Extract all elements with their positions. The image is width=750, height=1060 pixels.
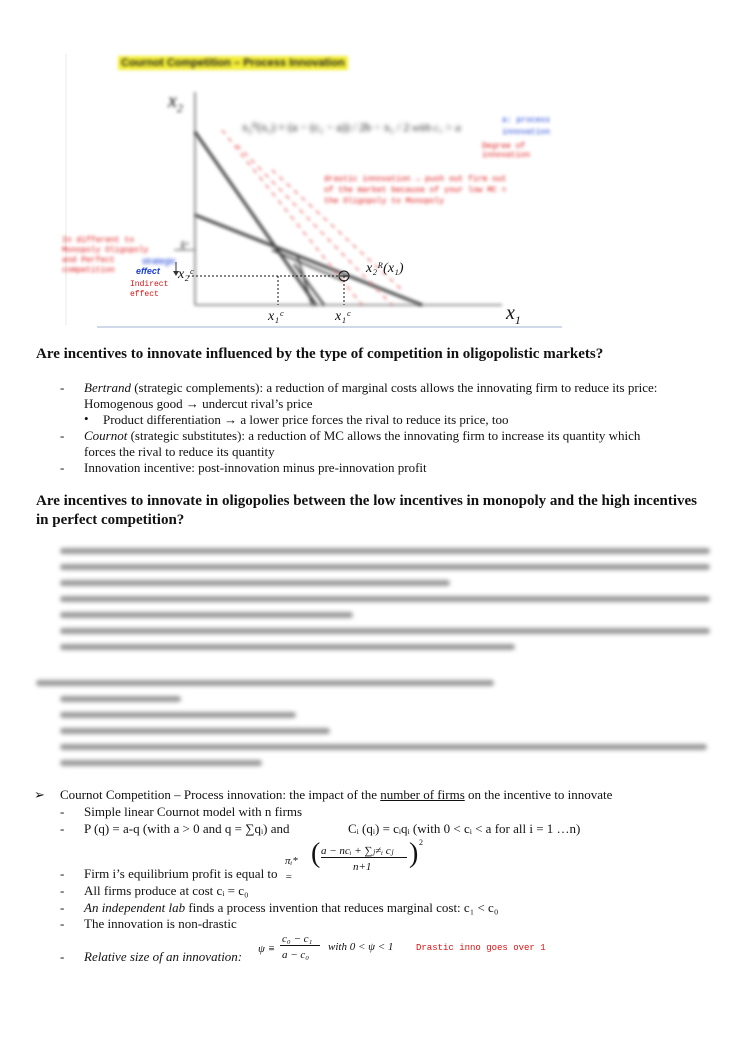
dash: - xyxy=(60,380,65,395)
dash: - xyxy=(60,804,65,819)
indirect-effect-label: effect xyxy=(130,290,159,299)
dash: - xyxy=(60,821,65,836)
red-note-degree: Degree of innovation xyxy=(482,142,531,160)
lab-item: An independent lab finds a process invention that reduces marginal cost: c₁ < c₀ xyxy=(84,900,499,915)
effect-label: effect xyxy=(136,266,160,276)
x2c-label: x₂ᶜ xyxy=(178,267,193,282)
x1c-label-b: x₁ᶜ xyxy=(335,309,350,324)
shifted-curves xyxy=(222,130,402,305)
section3: ➢ Cournot Competition – Process innovation: the impact of the number of firms on the incentive to innovate - Simple linear Cournot model with n firms - P (q) = a-q (with a > 0 and q = ∑qᵢ) and Cᵢ (qᵢ) = cᵢqᵢ (with 0 < cᵢ < a for all i = 1 …n) πᵢ* = ( a − ncᵢ + ∑ⱼ≠ᵢ cⱼ n+1 ) 2 - Firm i’s equilibrium profit is equal to - All firms produce at cost cᵢ = c₀ - An independent lab finds a process invention that reduces marginal cost: c₁ < c₀ - The innovation is non-drastic - Relative size of an innovation: ψ ≡ c₀ − c₁ a − c₀ with 0 < ψ < 1 Drastic inno goes over 1 xyxy=(34,787,613,964)
xc-left-label: x̂ᶜ xyxy=(180,238,189,252)
dash: - xyxy=(60,916,65,931)
bullet-dot: • xyxy=(84,411,89,426)
blue-note-1: a: process xyxy=(502,116,551,125)
bertrand-sub: Product differentiation → a lower price forces the rival to reduce its price, too xyxy=(103,412,509,427)
model-item: Simple linear Cournot model with n firms xyxy=(84,804,303,819)
blurred-paragraph-2 xyxy=(36,680,710,776)
figure-panel xyxy=(62,50,567,332)
figure-title: Cournot Competition – Process Innovation xyxy=(118,56,348,70)
x1c-label-a: x₁ᶜ xyxy=(268,309,283,324)
section2-heading: Are incentives to innovate in oligopolies between the low incentives in monopoly and the high incentives in perfect competition? xyxy=(36,493,697,528)
cournot-line2: forces the rival to reduce its quantity xyxy=(84,444,275,459)
dash: - xyxy=(60,900,65,915)
cost-equal-item: All firms produce at cost cᵢ = c₀ xyxy=(84,883,249,898)
formula-condition: with c₁ > a xyxy=(412,122,461,134)
bertrand-item: Bertrand (strategic complements): a reduction of marginal costs allows the innovating firm to reduce its price: xyxy=(84,380,658,395)
strategic-label: strategic xyxy=(142,256,177,266)
cournot-n-firms-line: Cournot Competition – Process innovation: the impact of the number of firms on the incentive to innovate xyxy=(60,787,613,802)
red-note-drastic: drastic innovation → push out firm out of the market because of your low MC = the Oligopoly to Monopoly xyxy=(324,175,507,206)
bertrand-line2: Homogenous good → undercut rival’s price xyxy=(84,396,313,411)
psi-formula: ψ ≡ c₀ − c₁ a − c₀ with 0 < ψ < 1 Drastic inno goes over 1 xyxy=(258,933,546,961)
section1-heading: Are incentives to innovate influenced by the type of competition in oligopolistic markets? xyxy=(36,346,604,362)
arrow-bullet-icon: ➢ xyxy=(34,787,45,802)
profit-item: Firm i’s equilibrium profit is equal to xyxy=(84,866,278,881)
dash: - xyxy=(60,460,65,475)
blue-note-2: innovation xyxy=(502,128,551,137)
cost-item: Cᵢ (qᵢ) = cᵢqᵢ (with 0 < cᵢ < a for all i = 1 …n) xyxy=(348,821,581,836)
left-red-note: In different to Monopoly Oligopoly and Perfect competition xyxy=(62,236,149,275)
section1-list xyxy=(0,380,750,480)
incentive-item: Innovation incentive: post-innovation minus pre-innovation profit xyxy=(84,460,427,475)
relative-size-item: Relative size of an innovation: xyxy=(84,949,243,964)
dash: - xyxy=(60,866,65,881)
dash: - xyxy=(60,949,65,964)
blurred-paragraph-1 xyxy=(60,548,710,660)
non-drastic-item: The innovation is non-drastic xyxy=(84,916,237,931)
dash: - xyxy=(60,428,65,443)
reaction-formula: x₂ᴿ(x₁) = (a − (c₁ − a)) / 2b − x₁ / 2 xyxy=(242,120,410,134)
dash: - xyxy=(60,883,65,898)
indirect-label: Indirect xyxy=(130,280,169,289)
reaction-curves xyxy=(174,132,422,305)
x-axis-label: $x_1$ xyxy=(506,302,521,327)
demand-item: P (q) = a-q (with a > 0 and q = ∑qᵢ) and xyxy=(84,821,290,836)
y-axis-label: $x_2$ xyxy=(168,90,183,115)
x2r-label: x₂ᴿ(x₁) xyxy=(366,261,404,276)
cournot-item: Cournot (strategic substitutes): a reduction of MC allows the innovating firm to increase its quantity which xyxy=(84,428,641,443)
